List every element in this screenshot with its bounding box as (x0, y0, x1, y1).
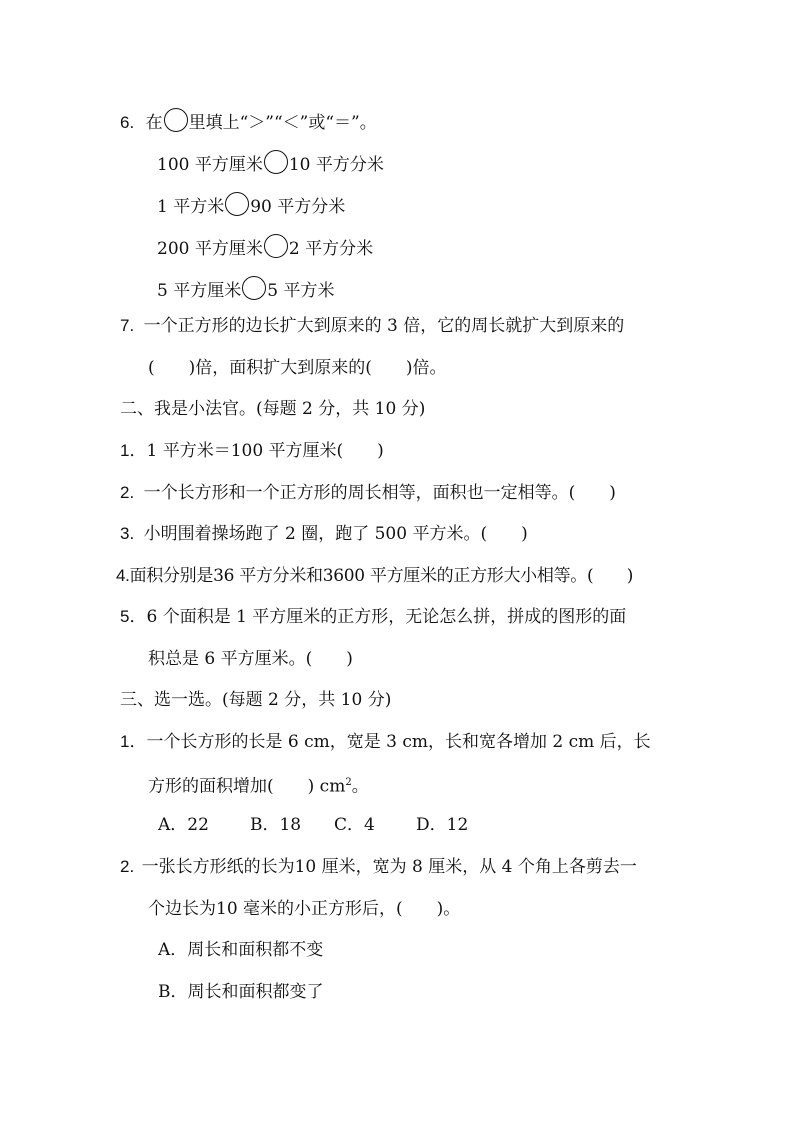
choice-question-1-line2 (148, 771, 369, 799)
compare-left: 5 平方厘米 (157, 281, 242, 301)
question-text: 在 (145, 113, 163, 133)
option-a[interactable]: A．22 (158, 815, 209, 835)
option-b[interactable]: B．周长和面积都变了 (158, 982, 324, 1002)
option-d[interactable]: D．12 (416, 815, 469, 835)
question-number: 4. (116, 566, 130, 585)
blank-circle[interactable] (264, 150, 288, 174)
question-number: 2. (120, 857, 135, 876)
compare-right: 5 平方米 (267, 281, 335, 301)
judge-item-2 (120, 481, 616, 505)
option-a[interactable]: A．周长和面积都不变 (158, 940, 324, 960)
compare-right: 2 平方分米 (288, 239, 374, 259)
blank-circle[interactable] (164, 108, 188, 132)
question-text: 一张长方形纸的长为10 厘米，宽为 8 厘米，从 4 个角上各剪去一 (141, 857, 637, 877)
compare-row (157, 276, 334, 303)
compare-right: 90 平方分米 (250, 197, 346, 217)
compare-row (157, 234, 373, 261)
judge-item-4 (116, 564, 633, 588)
compare-left: 200 平方厘米 (157, 239, 263, 259)
question-text: 一个长方形的长是 6 cm，宽是 3 cm，长和宽各增加 2 cm 后，长 (146, 732, 651, 752)
compare-row (157, 150, 384, 177)
judge-item-5-line2: 积总是 6 平方厘米。( ) (148, 649, 353, 669)
question-text: 面积分别是36 平方分米和3600 平方厘米的正方形大小相等。( ) (129, 566, 634, 586)
compare-left: 1 平方米 (157, 197, 225, 217)
question-number: 7. (120, 316, 135, 335)
question-7 (120, 314, 624, 338)
blank-circle[interactable] (264, 234, 288, 258)
question-text: 一个长方形和一个正方形的周长相等，面积也一定相等。( ) (143, 483, 616, 503)
compare-row (157, 192, 345, 219)
option-b[interactable]: B．18 (250, 815, 302, 835)
question-6 (120, 108, 377, 135)
question-text: 里填上“＞”“＜”或“＝”。 (188, 113, 377, 133)
option-c[interactable]: C．4 (334, 815, 375, 835)
question-number: 2. (120, 483, 135, 502)
question-number: 1． (120, 441, 147, 460)
question-text: 1 平方米＝100 平方厘米( ) (146, 441, 384, 461)
section-3-title: 三、选一选。(每题 2 分，共 10 分) (120, 690, 392, 710)
choice-question-2 (120, 855, 637, 879)
question-text: 方形的面积增加( ) cm (148, 776, 346, 797)
question-number: 1． (120, 732, 147, 751)
superscript: 2 (345, 777, 352, 788)
blank-circle[interactable] (225, 192, 249, 216)
question-text: 6 个面积是 1 平方厘米的正方形，无论怎么拼，拼成的图形的面 (146, 607, 627, 627)
question-7-line2: ( )倍，面积扩大到原来的( )倍。 (148, 358, 447, 378)
question-text: 。 (351, 776, 369, 797)
question-number: 3. (120, 524, 135, 543)
judge-item-5 (120, 605, 626, 629)
section-2-title: 二、我是小法官。(每题 2 分，共 10 分) (120, 399, 426, 419)
question-number: 5． (120, 607, 147, 626)
compare-right: 10 平方分米 (288, 155, 384, 175)
question-number: 6. (120, 113, 135, 132)
judge-item-1 (120, 439, 384, 463)
choice-question-1 (120, 730, 651, 754)
blank-circle[interactable] (242, 276, 266, 300)
compare-left: 100 平方厘米 (157, 155, 263, 175)
choice-options (158, 813, 468, 837)
judge-item-3 (120, 522, 528, 546)
choice-question-2-line2: 个边长为10 毫米的小正方形后，( )。 (148, 899, 461, 919)
question-text: 小明围着操场跑了 2 圈，跑了 500 平方米。( ) (143, 524, 528, 544)
question-text: 一个正方形的边长扩大到原来的 3 倍，它的周长就扩大到原来的 (143, 316, 625, 336)
